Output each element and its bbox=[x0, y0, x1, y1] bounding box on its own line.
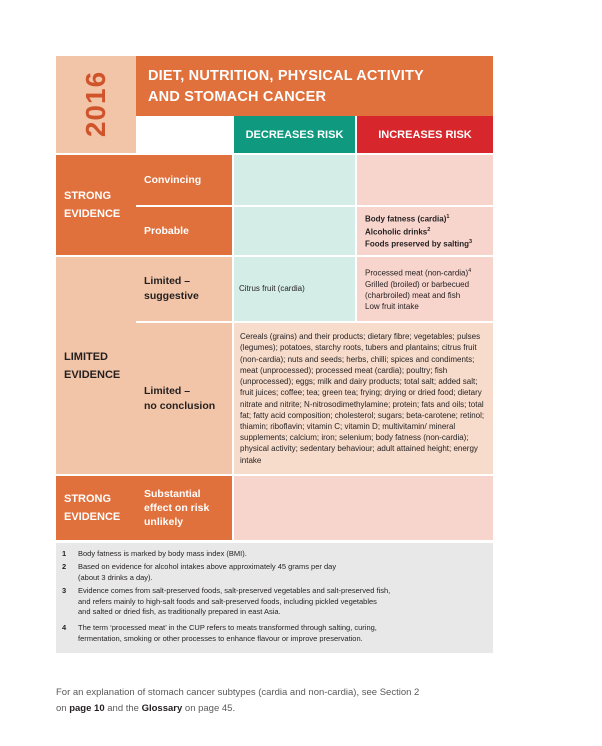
probable-item: Body fatness (cardia)$^1$ bbox=[365, 213, 450, 224]
footnote-line: Body fatness is marked by body mass index (BMI). bbox=[78, 549, 247, 558]
probable-decreases bbox=[234, 207, 355, 255]
limited-evidence-label bbox=[56, 257, 136, 474]
page-ref-link[interactable]: page 10 bbox=[69, 703, 105, 714]
suggestive-increases bbox=[357, 257, 493, 321]
footer-line-1: For an explanation of stomach cancer subtypes (cardia and non-cardia), see Section 2 bbox=[56, 687, 420, 698]
no-conclusion-text: Cereals (grains) and their products; dietary fibre; vegetables; pulses (legumes); potatoes, starchy roots, tubers and plantains; citrus fruit (non-cardia); nuts and seeds; herbs, chilli; spices and condiments; meat (unprocessed); processed meat (cardia); poultry; fish (unprocessed); eggs; milk and dairy products; total salt; added salt; fruit juices; coffee; tea; green tea; frying; drying or dried food; dietary nitrate and nitrite; N-nitrosodimethylamine; protein; fats and oils; total fat; fatty acid composition; cholesterol; sugars; beta-carotene; retinol; thiamin; riboflavin; vitamin C; vitamin D; multivitamin/ mineral supplements; calcium; iron; selenium; body fatness (non-cardia); physical activity; sedentary behaviour; adult attained height; energy intake bbox=[240, 332, 485, 465]
strong-evidence-label-2 bbox=[56, 476, 136, 540]
footnote-line: The term ‘processed meat’ in the CUP refers to meats transformed through salting, curing, bbox=[78, 623, 377, 632]
footnote-line: and salted or dried fish, as traditionally prepared in east Asia. bbox=[78, 607, 281, 616]
strong-evidence-word-2: EVIDENCE bbox=[64, 208, 121, 220]
level-probable bbox=[136, 207, 232, 255]
footnotes-box bbox=[56, 543, 493, 653]
convincing-increases bbox=[357, 155, 493, 205]
title-line-2: AND STOMACH CANCER bbox=[148, 89, 327, 105]
level-no-conclusion-line-1: Limited – bbox=[144, 384, 191, 397]
level-limited-suggestive-line-1: Limited – bbox=[144, 275, 191, 287]
level-no-conclusion-line-2: no conclusion bbox=[144, 399, 216, 412]
suggestive-item: (charbroiled) meat and fish bbox=[365, 290, 461, 300]
glossary-link[interactable]: Glossary bbox=[141, 703, 183, 714]
page-title bbox=[148, 66, 424, 108]
footnote-number: 3 bbox=[62, 586, 67, 595]
year-box bbox=[56, 56, 136, 153]
footnote-line: Based on evidence for alcohol intakes above approximately 45 grams per day bbox=[78, 562, 337, 571]
strong-evidence-word-1: STRONG bbox=[64, 190, 112, 202]
footnote-line: fermentation, smoking or other processes to enhance flavour or improve preservation. bbox=[78, 633, 363, 643]
convincing-decreases bbox=[234, 155, 355, 205]
year-label: 2016 bbox=[80, 70, 111, 138]
level-substantial bbox=[136, 476, 232, 540]
suggestive-item: Grilled (broiled) or barbecued bbox=[365, 279, 470, 289]
level-probable-label: Probable bbox=[144, 224, 189, 237]
level-substantial-line-2: effect on risk bbox=[144, 502, 210, 514]
strong-evidence-2-word-1: STRONG bbox=[64, 493, 112, 505]
level-limited-suggestive bbox=[136, 257, 232, 321]
limited-evidence-word-1: LIMITED bbox=[64, 350, 108, 363]
footnote-number: 1 bbox=[62, 549, 67, 558]
footer-line-2: on page 10 and the Glossary on page 45. bbox=[56, 703, 236, 714]
level-convincing-label: Convincing bbox=[144, 173, 202, 186]
level-substantial-line-1: Substantial bbox=[144, 488, 201, 500]
suggestive-item: Low fruit intake bbox=[365, 302, 419, 312]
strong-evidence-label bbox=[56, 155, 136, 255]
substantial-cell bbox=[234, 476, 493, 540]
level-limited-no-conclusion bbox=[136, 323, 232, 474]
probable-increases bbox=[357, 207, 493, 255]
probable-item: Foods preserved by salting$^3$ bbox=[365, 239, 473, 250]
level-substantial-line-3: unlikely bbox=[144, 516, 184, 528]
limited-evidence-word-2: EVIDENCE bbox=[64, 368, 121, 381]
footnote-line: (about 3 drinks a day). bbox=[78, 572, 153, 582]
decreases-risk-header: DECREASES RISK bbox=[234, 116, 355, 153]
footer-text bbox=[56, 685, 516, 717]
header-blank bbox=[136, 116, 234, 153]
level-limited-suggestive-line-2: suggestive bbox=[144, 290, 199, 302]
suggestive-item: Processed meat (non-cardia)$^4$ bbox=[365, 267, 472, 278]
increases-risk-header: INCREASES RISK bbox=[357, 116, 493, 153]
suggestive-decreases-text: Citrus fruit (cardia) bbox=[239, 284, 305, 294]
probable-item: Alcoholic drinks$^2$ bbox=[365, 226, 431, 237]
no-conclusion-list bbox=[234, 323, 493, 474]
footnote-line: and refers mainly to high-salt foods and salt-preserved foods, including pickled vegetables bbox=[78, 596, 377, 606]
strong-evidence-2-word-2: EVIDENCE bbox=[64, 511, 121, 523]
footnote-line: Evidence comes from salt-preserved foods, salt-preserved vegetables and salt-preserved fish, bbox=[78, 586, 391, 595]
level-convincing bbox=[136, 155, 232, 205]
footnote-number: 4 bbox=[62, 623, 67, 632]
suggestive-decreases bbox=[234, 257, 355, 321]
footnote-number: 2 bbox=[62, 562, 67, 571]
title-line-1: DIET, NUTRITION, PHYSICAL ACTIVITY bbox=[148, 68, 424, 84]
